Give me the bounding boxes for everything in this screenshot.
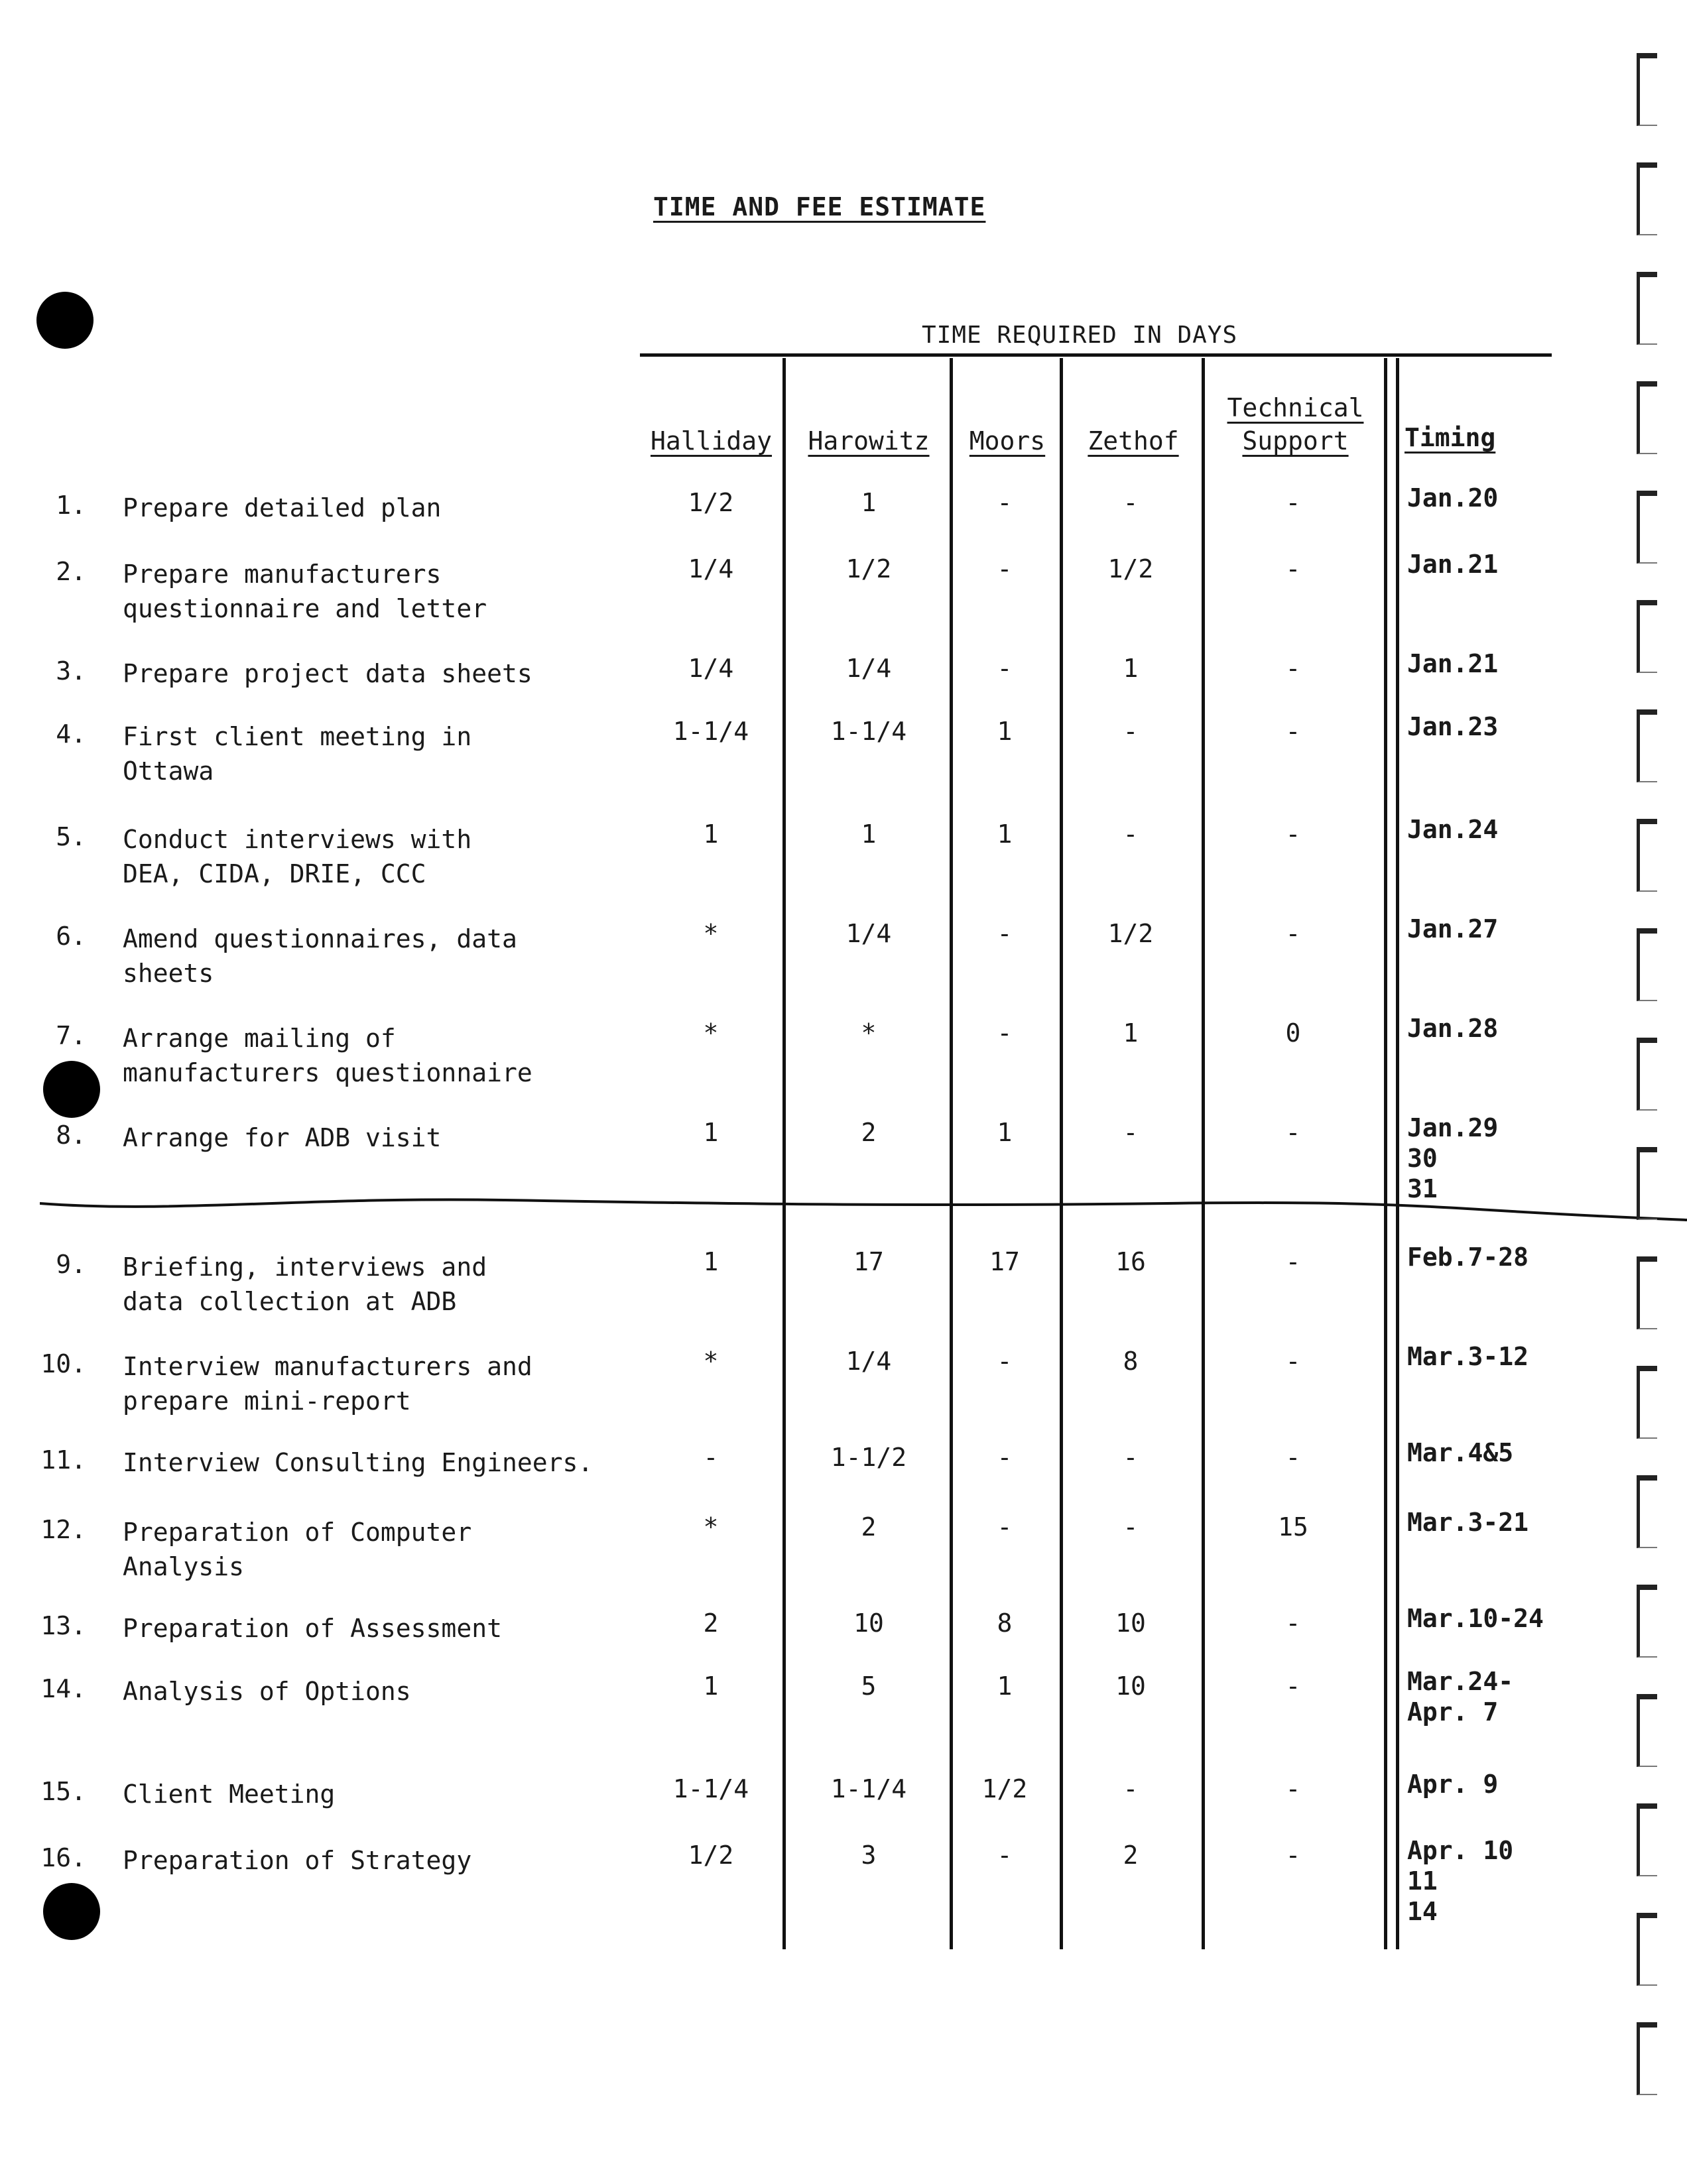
time-cell: - (1285, 819, 1301, 849)
row-number: 7. (56, 1021, 86, 1050)
binder-mark (1637, 600, 1657, 673)
task-description: Prepare manufacturers questionnaire and letter (123, 560, 487, 623)
time-cell: 1-1/4 (830, 1774, 907, 1803)
time-cell: 2 (861, 1118, 877, 1147)
header-rule (640, 353, 1552, 357)
binder-mark (1637, 928, 1657, 1001)
time-cell: * (703, 919, 719, 948)
time-cell: 1 (703, 1247, 719, 1276)
column-divider (1384, 358, 1387, 1949)
time-cell: 1/2 (1107, 919, 1154, 948)
time-cell: - (1123, 1512, 1139, 1542)
time-cell: 1/4 (688, 654, 734, 683)
column-header-timing: Timing (1405, 423, 1496, 452)
time-cell: - (997, 554, 1013, 583)
time-cell: 1 (861, 488, 877, 517)
column-divider (950, 358, 953, 1949)
task-description: Briefing, interviews and data collection at ADB (123, 1252, 487, 1316)
time-cell: - (1285, 1247, 1301, 1276)
binder-mark (1637, 1475, 1657, 1548)
binder-mark (1637, 381, 1657, 454)
binder-mark (1637, 1147, 1657, 1220)
column-header-zethof: Zethof (1088, 426, 1179, 455)
time-cell: - (1123, 488, 1139, 517)
time-cell: - (997, 1443, 1013, 1472)
time-cell: 1/4 (845, 919, 892, 948)
time-cell: 1/4 (845, 1347, 892, 1376)
timing-cell: Mar.3-21 (1407, 1508, 1529, 1537)
column-header-halliday: Halliday (650, 426, 773, 455)
time-cell: 1 (997, 819, 1013, 849)
time-cell: - (1285, 1671, 1301, 1701)
time-cell: 16 (1115, 1247, 1146, 1276)
time-cell: - (997, 1512, 1013, 1542)
row-number: 15. (40, 1777, 86, 1806)
time-cell: - (1285, 1118, 1301, 1147)
row-number: 6. (56, 922, 86, 951)
time-cell: - (1285, 654, 1301, 683)
timing-cell: Jan.28 (1407, 1014, 1499, 1043)
time-cell: 10 (1115, 1608, 1146, 1638)
time-cell: 1 (1123, 654, 1139, 683)
row-number: 14. (40, 1674, 86, 1703)
task-description: Amend questionnaires, data sheets (123, 924, 517, 988)
column-header-moors: Moors (969, 426, 1046, 455)
timing-cell: Jan.21 (1407, 649, 1499, 678)
table-subheading: TIME REQUIRED IN DAYS (922, 322, 1238, 349)
task-description: Arrange mailing of manufacturers questionnaire (123, 1024, 532, 1087)
binder-mark (1637, 1913, 1657, 1986)
binder-mark (1637, 2022, 1657, 2095)
time-cell: - (1123, 819, 1139, 849)
timing-cell: Jan.23 (1407, 712, 1499, 741)
row-number: 13. (40, 1611, 86, 1640)
time-cell: 1-1/4 (830, 717, 907, 746)
punch-hole (36, 292, 94, 349)
punch-hole (43, 1061, 100, 1118)
column-divider (1202, 358, 1205, 1949)
time-cell: - (1285, 1443, 1301, 1472)
binder-mark (1637, 162, 1657, 235)
time-cell: - (1123, 717, 1139, 746)
time-cell: - (1123, 1118, 1139, 1147)
task-description: First client meeting in Ottawa (123, 722, 472, 786)
time-cell: 1/4 (845, 654, 892, 683)
row-number: 10. (40, 1349, 86, 1378)
time-cell: - (997, 919, 1013, 948)
time-cell: - (1285, 717, 1301, 746)
time-cell: - (1285, 1841, 1301, 1870)
time-cell: - (997, 654, 1013, 683)
binder-mark (1637, 1366, 1657, 1439)
time-cell: 8 (997, 1608, 1013, 1638)
timing-cell: Apr. 10 11 14 (1407, 1836, 1514, 1926)
timing-cell: Jan.29 30 31 (1407, 1113, 1499, 1203)
time-cell: 1 (861, 819, 877, 849)
timing-cell: Jan.20 (1407, 483, 1499, 513)
time-cell: 1/2 (688, 1841, 734, 1870)
time-cell: 1-1/2 (830, 1443, 907, 1472)
timing-cell: Feb.7-28 (1407, 1243, 1529, 1272)
time-cell: 1 (703, 1118, 719, 1147)
time-cell: - (703, 1443, 719, 1472)
time-cell: 10 (1115, 1671, 1146, 1701)
time-cell: 2 (861, 1512, 877, 1542)
column-divider (1060, 358, 1063, 1949)
column-header-technical-support: Technical Support (1227, 393, 1364, 455)
time-cell: 1/4 (688, 554, 734, 583)
binder-mark (1637, 1694, 1657, 1767)
task-description: Preparation of Computer Analysis (123, 1518, 472, 1581)
binder-mark (1637, 53, 1657, 126)
row-number: 11. (40, 1445, 86, 1475)
column-header-harowitz: Harowitz (808, 426, 930, 455)
column-divider (782, 358, 786, 1949)
time-cell: - (1285, 1774, 1301, 1803)
binder-mark (1637, 1585, 1657, 1658)
time-cell: - (1285, 554, 1301, 583)
time-cell: 8 (1123, 1347, 1139, 1376)
time-cell: 2 (1123, 1841, 1139, 1870)
task-description: Client Meeting (123, 1780, 336, 1809)
timing-cell: Jan.21 (1407, 550, 1499, 579)
task-description: Preparation of Strategy (123, 1846, 472, 1875)
timing-cell: Jan.24 (1407, 815, 1499, 844)
row-number: 5. (56, 822, 86, 851)
binder-mark (1637, 1256, 1657, 1329)
time-cell: 1 (997, 1671, 1013, 1701)
time-cell: 1-1/4 (672, 717, 749, 746)
binder-mark (1637, 491, 1657, 564)
time-cell: - (997, 1018, 1013, 1048)
row-number: 9. (56, 1250, 86, 1279)
time-cell: 2 (703, 1608, 719, 1638)
timing-cell: Jan.27 (1407, 914, 1499, 943)
binder-mark (1637, 272, 1657, 345)
row-number: 2. (56, 557, 86, 586)
row-number: 1. (56, 491, 86, 520)
time-cell: - (1285, 1347, 1301, 1376)
binder-mark (1637, 1038, 1657, 1111)
task-description: Interview Consulting Engineers. (123, 1448, 594, 1477)
timing-cell: Mar.10-24 (1407, 1604, 1544, 1633)
time-cell: - (1285, 488, 1301, 517)
row-number: 4. (56, 719, 86, 749)
time-cell: 1-1/4 (672, 1774, 749, 1803)
task-description: Arrange for ADB visit (123, 1123, 442, 1152)
task-description: Analysis of Options (123, 1677, 411, 1706)
task-description: Conduct interviews with DEA, CIDA, DRIE, CCC (123, 825, 472, 888)
binder-mark (1637, 709, 1657, 782)
time-cell: 1 (703, 1671, 719, 1701)
time-cell: 3 (861, 1841, 877, 1870)
time-cell: 1/2 (688, 488, 734, 517)
page-title: TIME AND FEE ESTIMATE (653, 192, 986, 221)
time-cell: 17 (853, 1247, 884, 1276)
time-cell: - (1285, 1608, 1301, 1638)
timing-cell: Apr. 9 (1407, 1770, 1499, 1799)
time-cell: * (861, 1018, 877, 1048)
time-cell: 1 (1123, 1018, 1139, 1048)
time-cell: 1 (997, 717, 1013, 746)
time-cell: 1 (997, 1118, 1013, 1147)
time-cell: 1/2 (981, 1774, 1028, 1803)
timing-cell: Mar.3-12 (1407, 1342, 1529, 1371)
time-cell: - (997, 1841, 1013, 1870)
task-description: Prepare detailed plan (123, 493, 442, 522)
binder-mark (1637, 1803, 1657, 1876)
row-number: 3. (56, 656, 86, 686)
row-number: 8. (56, 1121, 86, 1150)
binder-mark (1637, 819, 1657, 892)
time-cell: 10 (853, 1608, 884, 1638)
time-cell: * (703, 1018, 719, 1048)
time-cell: 1 (703, 819, 719, 849)
punch-hole (43, 1883, 100, 1940)
time-cell: - (1123, 1443, 1139, 1472)
time-cell: - (1285, 919, 1301, 948)
row-number: 12. (40, 1515, 86, 1544)
time-cell: - (1123, 1774, 1139, 1803)
time-cell: 17 (989, 1247, 1020, 1276)
time-cell: 1/2 (845, 554, 892, 583)
time-cell: 5 (861, 1671, 877, 1701)
timing-cell: Mar.4&5 (1407, 1438, 1514, 1467)
task-description: Prepare project data sheets (123, 659, 532, 688)
time-cell: * (703, 1347, 719, 1376)
timing-cell: Mar.24- Apr. 7 (1407, 1667, 1514, 1727)
time-cell: - (997, 1347, 1013, 1376)
time-cell: - (997, 488, 1013, 517)
task-description: Interview manufacturers and prepare mini-report (123, 1352, 532, 1416)
row-number: 16. (40, 1843, 86, 1872)
column-divider (1396, 358, 1399, 1949)
time-cell: 0 (1285, 1018, 1301, 1048)
task-description: Preparation of Assessment (123, 1614, 502, 1643)
time-cell: 1/2 (1107, 554, 1154, 583)
time-cell: * (703, 1512, 719, 1542)
time-cell: 15 (1278, 1512, 1308, 1542)
